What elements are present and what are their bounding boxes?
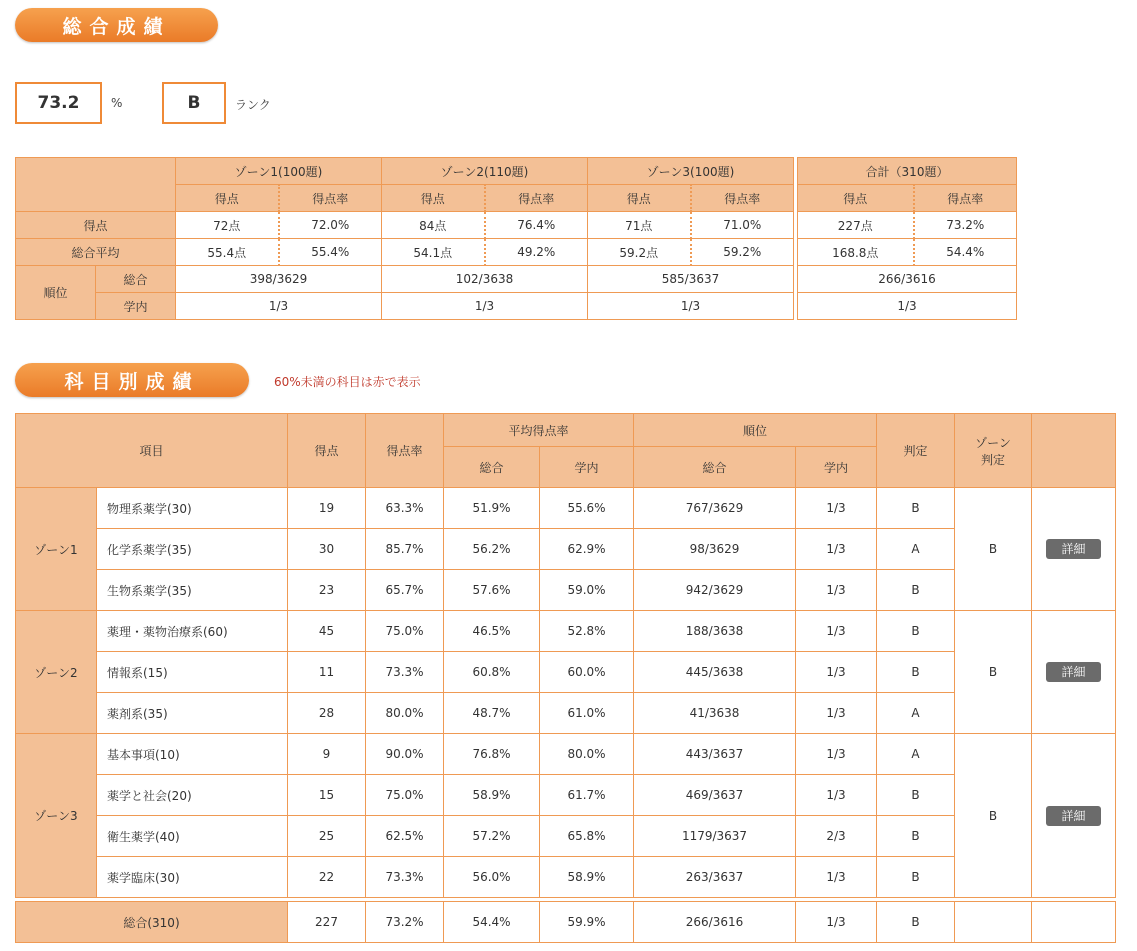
zone-label: ゾーン1 — [16, 488, 97, 611]
zone1-rate: 72.0% — [279, 212, 382, 239]
subject-avg-all: 57.2% — [444, 816, 540, 857]
subject-name: 情報系(15) — [97, 652, 288, 693]
detail-button[interactable]: 詳細 — [1046, 539, 1101, 559]
zone3-avg-rate: 59.2% — [691, 239, 794, 266]
subject-rank-school: 1/3 — [796, 857, 877, 898]
zone1-header: ゾーン1(100題) — [176, 158, 382, 185]
zone1-avg-rate: 55.4% — [279, 239, 382, 266]
detail-button[interactable]: 詳細 — [1046, 806, 1101, 826]
subject-rate: 65.7% — [366, 570, 444, 611]
subject-rank-school: 1/3 — [796, 529, 877, 570]
subject-avg-school: 59.0% — [540, 570, 634, 611]
subject-score: 22 — [288, 857, 366, 898]
rank-unit-label: ランク — [235, 98, 271, 112]
subject-name: 生物系薬学(35) — [97, 570, 288, 611]
subject-name: 薬剤系(35) — [97, 693, 288, 734]
subject-name: 薬学と社会(20) — [97, 775, 288, 816]
total-rate: 73.2% — [914, 212, 1017, 239]
header-item: 項目 — [16, 414, 288, 488]
table-row — [16, 857, 1116, 898]
header-avg-school: 学内 — [540, 447, 634, 488]
subject-rank-school: 1/3 — [796, 693, 877, 734]
subject-rank-school: 1/3 — [796, 570, 877, 611]
col-score-label: 得点 — [382, 185, 485, 212]
zone2-rate: 76.4% — [485, 212, 588, 239]
subject-rank-school: 1/3 — [796, 652, 877, 693]
subject-avg-all: 57.6% — [444, 570, 540, 611]
header-zone-judge-line1: ゾーン — [975, 435, 1011, 450]
subject-rank-school: 1/3 — [796, 611, 877, 652]
subject-score: 25 — [288, 816, 366, 857]
total-rank-school: 1/3 — [798, 293, 1017, 320]
subject-name: 物理系薬学(30) — [97, 488, 288, 529]
zone1-score: 72点 — [176, 212, 279, 239]
zone3-rank-all: 585/3637 — [588, 266, 794, 293]
subject-score: 9 — [288, 734, 366, 775]
subject-score: 19 — [288, 488, 366, 529]
subject-score: 15 — [288, 775, 366, 816]
total-zone-judge-empty — [955, 902, 1032, 943]
subject-avg-school: 52.8% — [540, 611, 634, 652]
subject-rank-school: 1/3 — [796, 734, 877, 775]
subject-rank-all: 263/3637 — [634, 857, 796, 898]
col-rate-label: 得点率 — [485, 185, 588, 212]
total-row — [16, 902, 1116, 943]
header-score: 得点 — [288, 414, 366, 488]
row-rank-label: 順位 — [16, 266, 96, 320]
subject-rank-all: 41/3638 — [634, 693, 796, 734]
subject-avg-school: 65.8% — [540, 816, 634, 857]
zone2-score: 84点 — [382, 212, 485, 239]
subject-avg-school: 58.9% — [540, 857, 634, 898]
table-row — [16, 529, 1116, 570]
zone2-avg-rate: 49.2% — [485, 239, 588, 266]
row-avg-label: 総合平均 — [16, 239, 176, 266]
zone3-score: 71点 — [588, 212, 691, 239]
subject-judge: B — [877, 570, 955, 611]
total-avg-rate: 54.4% — [914, 239, 1017, 266]
zone-label: ゾーン2 — [16, 611, 97, 734]
row-score-label: 得点 — [16, 212, 176, 239]
subject-rate: 75.0% — [366, 775, 444, 816]
subject-judge: B — [877, 816, 955, 857]
subject-score: 23 — [288, 570, 366, 611]
subject-rate: 73.3% — [366, 652, 444, 693]
row-rank-school-label: 学内 — [96, 293, 176, 320]
subjects-table — [15, 413, 1116, 943]
zone1-avg-score: 55.4点 — [176, 239, 279, 266]
subject-rank-all: 188/3638 — [634, 611, 796, 652]
subject-avg-school: 62.9% — [540, 529, 634, 570]
subject-name: 衛生薬学(40) — [97, 816, 288, 857]
table-row — [16, 570, 1116, 611]
table-row — [16, 816, 1116, 857]
subject-name: 薬学臨床(30) — [97, 857, 288, 898]
zone1-rank-school: 1/3 — [176, 293, 382, 320]
subject-avg-school: 80.0% — [540, 734, 634, 775]
col-rate-label: 得点率 — [914, 185, 1017, 212]
subject-rate: 62.5% — [366, 816, 444, 857]
header-zone-judge-line2: 判定 — [980, 452, 1005, 467]
col-score-label: 得点 — [588, 185, 691, 212]
table-row — [16, 734, 1116, 775]
zone3-header: ゾーン3(100題) — [588, 158, 794, 185]
total-detail-empty — [1032, 902, 1116, 943]
red-note: 60%未満の科目は赤で表示 — [274, 375, 421, 389]
table-row — [16, 488, 1116, 529]
col-rate-label: 得点率 — [279, 185, 382, 212]
header-avg-rate: 平均得点率 — [444, 414, 634, 447]
overall-header-corner — [16, 158, 176, 212]
zone3-rate: 71.0% — [691, 212, 794, 239]
subjects-section-title: 科目別成績 — [15, 363, 249, 397]
subject-name: 基本事項(10) — [97, 734, 288, 775]
subject-rank-school: 1/3 — [796, 488, 877, 529]
subject-avg-all: 56.0% — [444, 857, 540, 898]
zone3-avg-score: 59.2点 — [588, 239, 691, 266]
subject-rate: 85.7% — [366, 529, 444, 570]
subject-avg-all: 48.7% — [444, 693, 540, 734]
subject-rank-all: 1179/3637 — [634, 816, 796, 857]
table-row — [16, 693, 1116, 734]
header-rank-school: 学内 — [796, 447, 877, 488]
total-rank-school: 1/3 — [796, 902, 877, 943]
subject-score: 45 — [288, 611, 366, 652]
total-judge: B — [877, 902, 955, 943]
detail-button[interactable]: 詳細 — [1046, 662, 1101, 682]
zone3-rank-school: 1/3 — [588, 293, 794, 320]
subject-avg-all: 56.2% — [444, 529, 540, 570]
subject-avg-all: 76.8% — [444, 734, 540, 775]
subject-rate: 75.0% — [366, 611, 444, 652]
subject-avg-all: 46.5% — [444, 611, 540, 652]
subject-judge: A — [877, 529, 955, 570]
rate-unit-label: % — [111, 96, 123, 110]
subject-judge: A — [877, 693, 955, 734]
subject-name: 薬理・薬物治療系(60) — [97, 611, 288, 652]
header-avg-all: 総合 — [444, 447, 540, 488]
subject-rate: 63.3% — [366, 488, 444, 529]
header-rank-all: 総合 — [634, 447, 796, 488]
subject-judge: B — [877, 857, 955, 898]
subject-avg-school: 61.7% — [540, 775, 634, 816]
table-row — [16, 775, 1116, 816]
total-label: 総合(310) — [16, 902, 288, 943]
detail-cell — [1032, 734, 1116, 898]
total-avg-all: 54.4% — [444, 902, 540, 943]
subject-judge: B — [877, 611, 955, 652]
subject-rank-school: 1/3 — [796, 775, 877, 816]
total-rank-all: 266/3616 — [634, 902, 796, 943]
subject-judge: B — [877, 775, 955, 816]
detail-cell — [1032, 611, 1116, 734]
subject-rate: 90.0% — [366, 734, 444, 775]
header-rank: 順位 — [634, 414, 877, 447]
header-judge: 判定 — [877, 414, 955, 488]
total-rate: 73.2% — [366, 902, 444, 943]
subject-score: 28 — [288, 693, 366, 734]
zone-judge: B — [955, 611, 1032, 734]
subject-rate: 80.0% — [366, 693, 444, 734]
total-score: 227 — [288, 902, 366, 943]
subject-score: 30 — [288, 529, 366, 570]
subject-rank-all: 443/3637 — [634, 734, 796, 775]
zone2-rank-school: 1/3 — [382, 293, 588, 320]
subject-avg-school: 55.6% — [540, 488, 634, 529]
header-zone-judge — [955, 414, 1032, 488]
col-score-label: 得点 — [798, 185, 914, 212]
subject-rank-all: 469/3637 — [634, 775, 796, 816]
subject-name: 化学系薬学(35) — [97, 529, 288, 570]
col-rate-label: 得点率 — [691, 185, 794, 212]
total-avg-score: 168.8点 — [798, 239, 914, 266]
subject-rank-all: 942/3629 — [634, 570, 796, 611]
subject-judge: A — [877, 734, 955, 775]
header-rate: 得点率 — [366, 414, 444, 488]
subject-score: 11 — [288, 652, 366, 693]
zone-label: ゾーン3 — [16, 734, 97, 898]
overall-section-title: 総合成績 — [15, 8, 218, 42]
detail-cell — [1032, 488, 1116, 611]
subject-rank-all: 767/3629 — [634, 488, 796, 529]
header-detail-col — [1032, 414, 1116, 488]
subject-avg-school: 61.0% — [540, 693, 634, 734]
total-avg-school: 59.9% — [540, 902, 634, 943]
subject-judge: B — [877, 652, 955, 693]
table-row — [16, 611, 1116, 652]
total-header: 合計（310題） — [798, 158, 1017, 185]
subject-avg-all: 58.9% — [444, 775, 540, 816]
overall-summary-table — [15, 157, 1017, 320]
subject-rank-school: 2/3 — [796, 816, 877, 857]
subject-avg-all: 60.8% — [444, 652, 540, 693]
overall-rate-box: 73.2 — [15, 82, 102, 124]
zone2-header: ゾーン2(110題) — [382, 158, 588, 185]
zone-judge: B — [955, 734, 1032, 898]
zone-judge: B — [955, 488, 1032, 611]
col-score-label: 得点 — [176, 185, 279, 212]
subject-rank-all: 98/3629 — [634, 529, 796, 570]
zone1-rank-all: 398/3629 — [176, 266, 382, 293]
subject-judge: B — [877, 488, 955, 529]
overall-rank-box: B — [162, 82, 226, 124]
zone2-avg-score: 54.1点 — [382, 239, 485, 266]
total-score: 227点 — [798, 212, 914, 239]
subject-rank-all: 445/3638 — [634, 652, 796, 693]
zone2-rank-all: 102/3638 — [382, 266, 588, 293]
subject-avg-all: 51.9% — [444, 488, 540, 529]
row-rank-all-label: 総合 — [96, 266, 176, 293]
subject-rate: 73.3% — [366, 857, 444, 898]
table-row — [16, 652, 1116, 693]
subject-avg-school: 60.0% — [540, 652, 634, 693]
total-rank-all: 266/3616 — [798, 266, 1017, 293]
